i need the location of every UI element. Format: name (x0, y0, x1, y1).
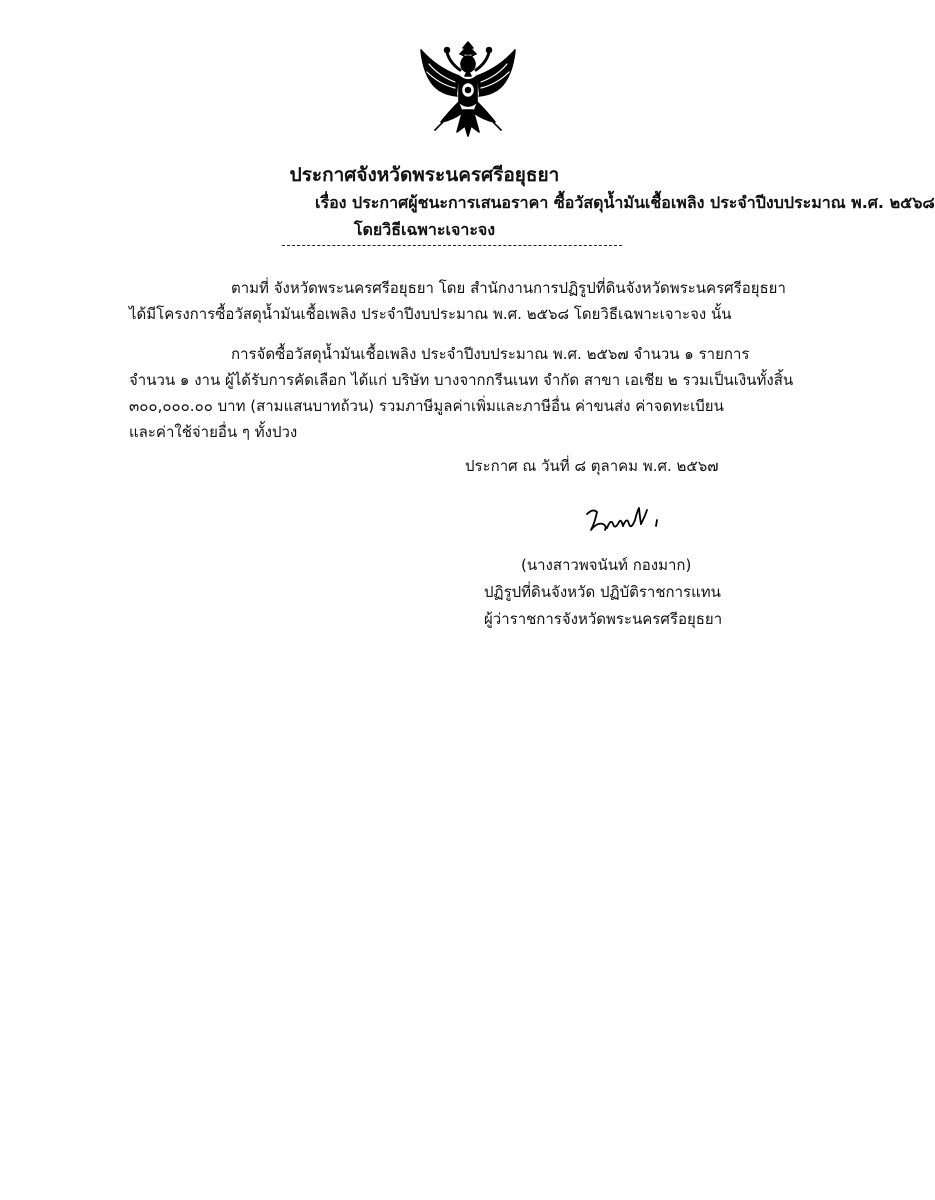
handwritten-signature-icon (583, 500, 663, 536)
paragraph-award (129, 341, 794, 445)
paragraph-line: และค่าใช้จ่ายอื่น ๆ ทั้งปวง (129, 423, 298, 441)
signatory-position: ผู้ว่าราชการจังหวัดพระนครศรีอยุธยา (484, 610, 723, 628)
paragraph-intro (129, 275, 786, 327)
page-title: ประกาศจังหวัดพระนครศรีอยุธยา (289, 164, 560, 186)
paragraph-line: ๓๐๐,๐๐๐.๐๐ บาท (สามแสนบาทถ้วน) รวมภาษีมูลค่าเพิ่มและภาษีอื่น ค่าขนส่ง ค่าจดทะเบียน (129, 397, 724, 415)
paragraph-line: การจัดซื้อวัสดุน้ำมันเชื้อเพลิง ประจำปีงบประมาณ พ.ศ. ๒๕๖๗ จำนวน ๑ รายการ (231, 345, 750, 363)
announce-date: ประกาศ ณ วันที่ ๘ ตุลาคม พ.ศ. ๒๕๖๗ (465, 457, 719, 475)
signatory-block (484, 552, 722, 633)
paragraph-line: ตามที่ จังหวัดพระนครศรีอยุธยา โดย สำนักงานการปฏิรูปที่ดินจังหวัดพระนครศรีอยุธยา (231, 279, 786, 297)
procurement-method: โดยวิธีเฉพาะเจาะจง (353, 220, 496, 239)
document-subject: เรื่อง ประกาศผู้ชนะการเสนอราคา ซื้อวัสดุน้ำมันเชื้อเพลิง ประจำปีงบประมาณ พ.ศ. ๒๕๖๘ (315, 193, 935, 212)
signatory-position: ปฏิรูปที่ดินจังหวัด ปฏิบัติราชการแทน (484, 583, 721, 601)
paragraph-line: จำนวน ๑ งาน ผู้ได้รับการคัดเลือก ได้แก่ บริษัท บางจากกรีนเนท จำกัด สาขา เอเชีย ๒ รวมเป็นเงินทั้งสิ้น (129, 371, 794, 389)
garuda-emblem-icon (413, 40, 523, 140)
paragraph-line: ได้มีโครงการซื้อวัสดุน้ำมันเชื้อเพลิง ประจำปีงบประมาณ พ.ศ. ๒๕๖๘ โดยวิธีเฉพาะเจาะจง นั้น (129, 305, 732, 323)
dashed-divider (282, 245, 622, 246)
signatory-name: (นางสาวพจนันท์ กองมาก) (521, 556, 692, 574)
